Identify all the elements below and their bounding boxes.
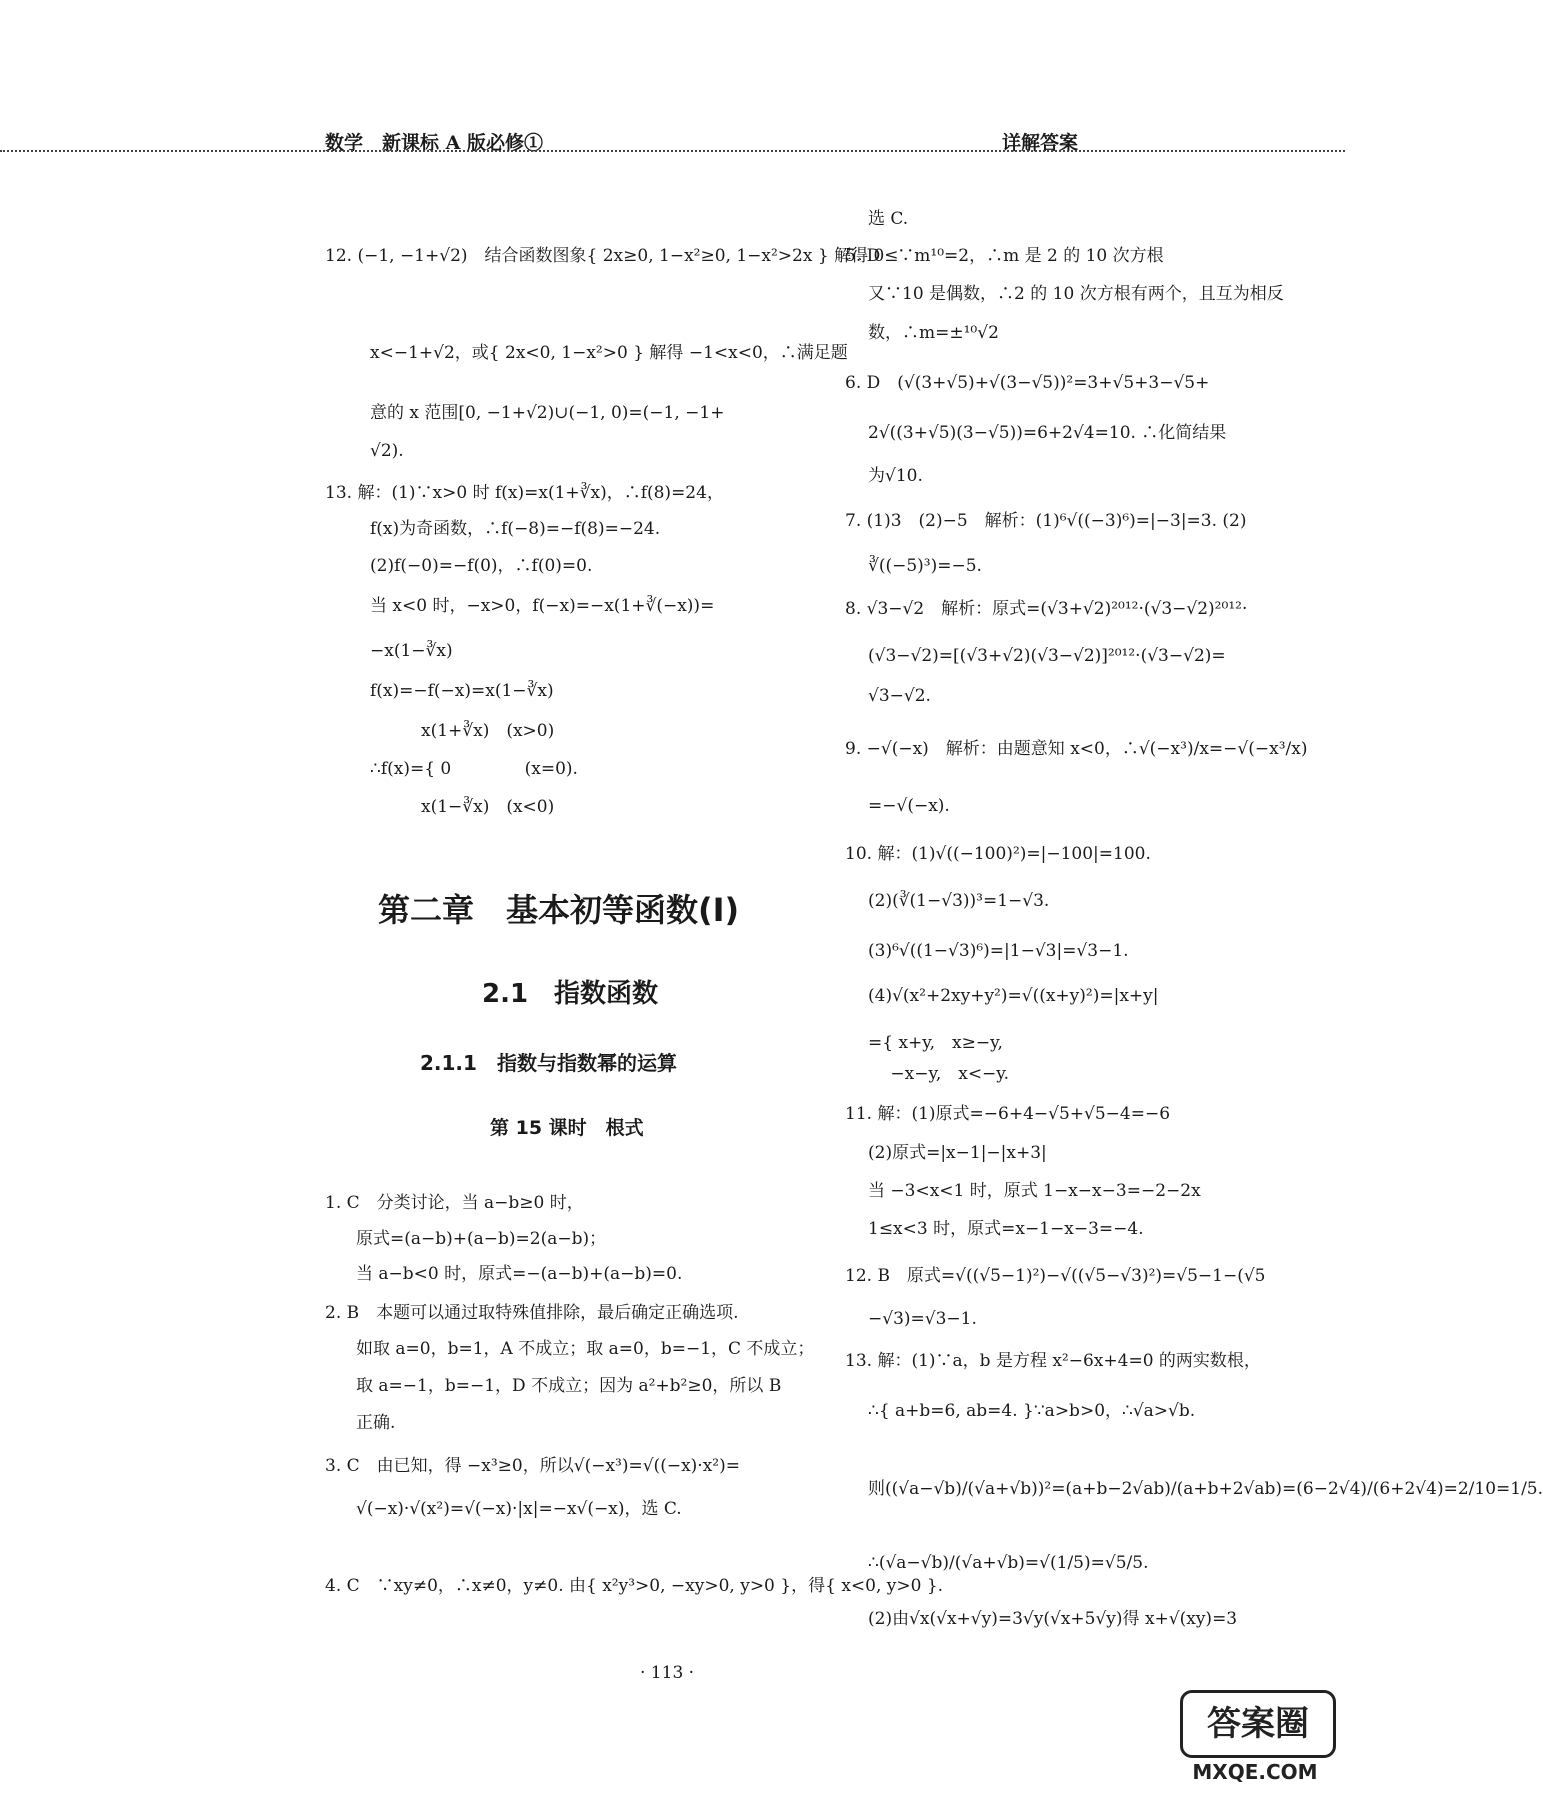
chapter-title: 第二章 基本初等函数(Ⅰ) xyxy=(378,891,740,929)
text-line: 为√10. xyxy=(868,466,923,486)
text-line: ∛((−5)³)=−5. xyxy=(868,556,982,576)
text-line: 则((√a−√b)/(√a+√b))²=(a+b−2√ab)/(a+b+2√ab)=(6−2√4)/(6+2√4)=2/10=1/5. xyxy=(868,1479,1543,1499)
section-title: 2.1 指数函数 xyxy=(482,979,659,1009)
text-line: =−√(−x). xyxy=(868,796,950,816)
text-line: 7. (1)3 (2)−5 解析：(1)⁶√((−3)⁶)=|−3|=3. (2) xyxy=(845,511,1247,531)
text-line: (3)⁶√((1−√3)⁶)=|1−√3|=√3−1. xyxy=(868,941,1129,961)
text-line: 6. D (√(3+√5)+√(3−√5))²=3+√5+3−√5+ xyxy=(845,373,1210,393)
text-line: −√3)=√3−1. xyxy=(868,1309,977,1329)
text-line: 又∵10 是偶数，∴2 的 10 次方根有两个，且互为相反 xyxy=(868,284,1284,304)
text-line: ={ x+y, x≥−y, xyxy=(868,1033,1003,1053)
text-line: 取 a=−1，b=−1，D 不成立；因为 a²+b²≥0，所以 B xyxy=(356,1376,782,1396)
page-header-right: 详解答案 xyxy=(1002,132,1079,154)
text-line: 4. C ∵xy≠0，∴x≠0，y≠0. 由{ x²y³>0, −xy>0, y>0 }，得{ x<0, y>0 }. xyxy=(325,1576,944,1596)
watermark-url: MXQE.COM xyxy=(1192,1760,1318,1784)
text-line: f(x)为奇函数，∴f(−8)=−f(8)=−24. xyxy=(370,519,661,539)
text-line: 8. √3−√2 解析：原式=(√3+√2)²⁰¹²·(√3−√2)²⁰¹²· xyxy=(845,599,1248,619)
text-line: 数，∴m=±¹⁰√2 xyxy=(868,323,999,343)
lesson-title: 第 15 课时 根式 xyxy=(490,1117,644,1139)
text-line: (2)f(−0)=−f(0)，∴f(0)=0. xyxy=(370,556,593,576)
text-line: 当 x<0 时，−x>0，f(−x)=−x(1+∛(−x))= xyxy=(370,596,715,616)
page-header-left: 数学 新课标 A 版必修① xyxy=(325,132,543,154)
text-line: ∴f(x)={ 0 (x=0). xyxy=(370,759,578,779)
text-line: 正确. xyxy=(356,1413,396,1433)
text-line: √2). xyxy=(370,441,404,461)
text-line: 当 a−b<0 时，原式=−(a−b)+(a−b)=0. xyxy=(356,1264,683,1284)
text-line: (4)√(x²+2xy+y²)=√((x+y)²)=|x+y| xyxy=(868,986,1159,1006)
text-line: 13. 解：(1)∵x>0 时 f(x)=x(1+∛x)，∴f(8)=24， xyxy=(325,483,724,503)
text-line: x(1−∛x) (x<0) xyxy=(370,797,555,817)
text-line: 1. C 分类讨论，当 a−b≥0 时， xyxy=(325,1193,584,1213)
text-line: f(x)=−f(−x)=x(1−∛x) xyxy=(370,681,554,701)
text-line: 2. B 本题可以通过取特殊值排除，最后确定正确选项. xyxy=(325,1303,739,1323)
watermark-logo xyxy=(1180,1690,1330,1790)
text-line: (2)由√x(√x+√y)=3√y(√x+5√y)得 x+√(xy)=3 xyxy=(868,1609,1238,1629)
text-line: −x(1−∛x) xyxy=(370,641,453,661)
text-line: 2√((3+√5)(3−√5))=6+2√4=10. ∴化简结果 xyxy=(868,423,1227,443)
text-line: 3. C 由已知，得 −x³≥0，所以√(−x³)=√((−x)·x²)= xyxy=(325,1456,740,1476)
text-line: √3−√2. xyxy=(868,686,931,706)
text-line: (2)原式=|x−1|−|x+3| xyxy=(868,1143,1047,1163)
text-line: (2)(∛(1−√3))³=1−√3. xyxy=(868,891,1050,911)
text-line: −x−y, x<−y. xyxy=(868,1064,1010,1084)
text-line: √(−x)·√(x²)=√(−x)·|x|=−x√(−x)，选 C. xyxy=(356,1499,682,1519)
text-line: 10. 解：(1)√((−100)²)=|−100|=100. xyxy=(845,844,1151,864)
text-line: 如取 a=0，b=1，A 不成立；取 a=0，b=−1，C 不成立； xyxy=(356,1339,815,1359)
text-line: x<−1+√2，或{ 2x<0, 1−x²>0 } 解得 −1<x<0，∴满足题 xyxy=(370,343,848,363)
text-line: 11. 解：(1)原式=−6+4−√5+√5−4=−6 xyxy=(845,1104,1171,1124)
page-number: · 113 · xyxy=(640,1663,695,1683)
text-line: 12. B 原式=√((√5−1)²)−√((√5−√3)²)=√5−1−(√5 xyxy=(845,1266,1266,1286)
text-line: 12. (−1, −1+√2) 结合函数图象{ 2x≥0, 1−x²≥0, 1−x²>2x } 解得 0≤ xyxy=(325,246,899,266)
text-line: 1≤x<3 时，原式=x−1−x−3=−4. xyxy=(868,1219,1144,1239)
text-line: 当 −3<x<1 时，原式 1−x−x−3=−2−2x xyxy=(868,1181,1201,1201)
subsection-title: 2.1.1 指数与指数幂的运算 xyxy=(420,1051,677,1075)
header-rule xyxy=(0,150,1345,152)
text-line: 原式=(a−b)+(a−b)=2(a−b)； xyxy=(356,1229,607,1249)
text-line: x(1+∛x) (x>0) xyxy=(370,721,555,741)
text-line: 9. −√(−x) 解析：由题意知 x<0，∴√(−x³)/x=−√(−x³/x) xyxy=(845,739,1308,759)
text-line: 13. 解：(1)∵a，b 是方程 x²−6x+4=0 的两实数根， xyxy=(845,1351,1261,1371)
text-line: (√3−√2)=[(√3+√2)(√3−√2)]²⁰¹²·(√3−√2)= xyxy=(868,646,1226,666)
text-line: 选 C. xyxy=(868,209,909,229)
text-line: 意的 x 范围[0, −1+√2)∪(−1, 0)=(−1, −1+ xyxy=(370,403,725,423)
text-line: ∴{ a+b=6, ab=4. }∵a>b>0，∴√a>√b. xyxy=(868,1401,1196,1421)
text-line: 5. D ∵m¹⁰=2，∴m 是 2 的 10 次方根 xyxy=(845,246,1164,266)
text-line: ∴(√a−√b)/(√a+√b)=√(1/5)=√5/5. xyxy=(868,1553,1149,1573)
watermark-logo-text: 答案圈 xyxy=(1180,1690,1336,1758)
